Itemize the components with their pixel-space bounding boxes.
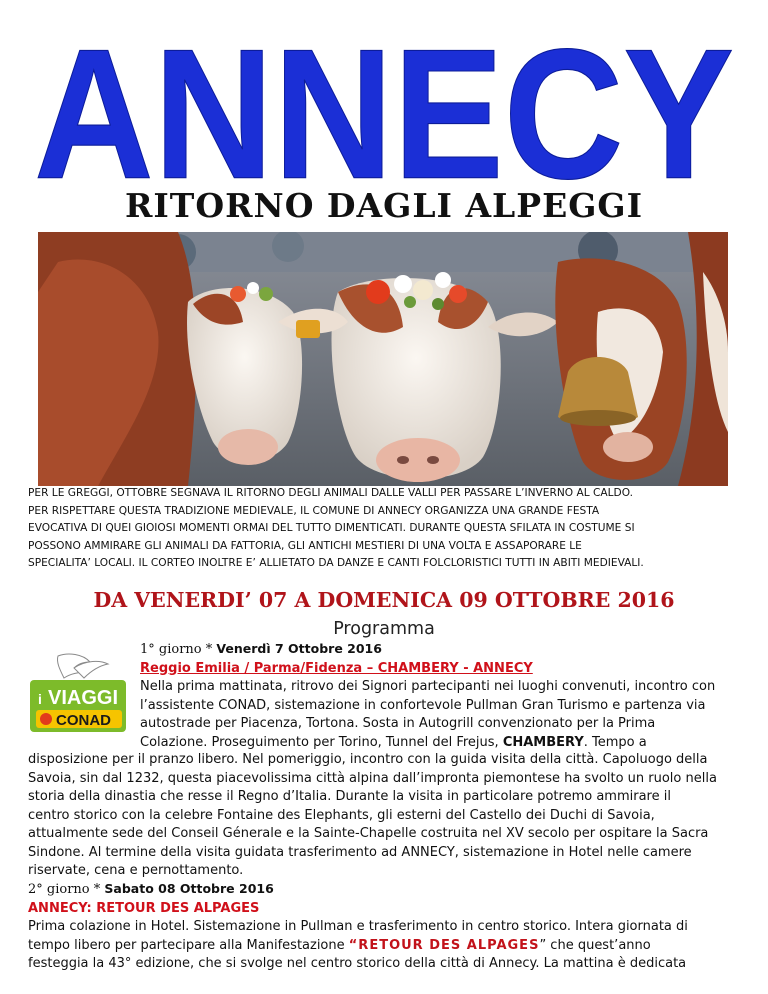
day2-label: 2° giorno * bbox=[28, 882, 101, 897]
day1-line: l’assistente CONAD, sistemazione in confortevole Pullman Gran Turismo e partenza via bbox=[140, 697, 706, 713]
intro-line: PER LE GREGGI, OTTOBRE SEGNAVA IL RITORNO DEGLI ANIMALI DALLE VALLI PER PASSARE L’INVERNO AL CALDO. bbox=[28, 487, 633, 499]
event-dates: DA VENERDI’ 07 A DOMENICA 09 OTTOBRE 2016 bbox=[93, 588, 675, 612]
intro-line: SPECIALITA’ LOCALI. IL CORTEO INOLTRE E’ ALLIETATO DA DANZE E CANTI FOLCLORISTICI TUTTI IN ABITI MEDIEVALI. bbox=[28, 557, 644, 569]
svg-text:i: i bbox=[38, 691, 42, 707]
programma-heading: Programma bbox=[333, 619, 435, 639]
day1-route: Reggio Emilia / Parma/Fidenza – CHAMBERY - ANNECY bbox=[140, 660, 533, 676]
day2-line: Prima colazione in Hotel. Sistemazione in Pullman e trasferimento in centro storico. Intera giornata di bbox=[28, 919, 688, 934]
main-title bbox=[0, 6, 768, 184]
main-title-text: ANNECY bbox=[33, 10, 735, 184]
day1-label: 1° giorno * bbox=[140, 642, 213, 657]
day1-date: Venerdì 7 Ottobre 2016 bbox=[216, 641, 382, 656]
subtitle: RITORNO DAGLI ALPEGGI bbox=[124, 186, 644, 225]
day1-line: attualmente sede del Conseil Génerale e la Sainte-Chapelle costruita nel XV secolo per ospitare la Sacra bbox=[28, 826, 709, 841]
intro-line: PER RISPETTARE QUESTA TRADIZIONE MEDIEVALE, IL COMUNE DI ANNECY ORGANIZZA UNA GRANDE FESTA bbox=[28, 504, 600, 517]
day1-block bbox=[140, 640, 746, 752]
intro-line: EVOCATIVA DI QUEI GIOIOSI MOMENTI ORMAI DEL TUTTO DIMENTICATI. DURANTE QUESTA SFILATA IN COSTUME SI bbox=[28, 522, 635, 534]
svg-text:VIAGGI: VIAGGI bbox=[48, 687, 119, 709]
day1-line: autostrade per Piacenza, Tortona. Sosta in Autogrill convenzionato per la Prima bbox=[140, 716, 656, 731]
day1-line: disposizione per il pranzo libero. Nel pomeriggio, incontro con la guida visita della città. Capoluogo della bbox=[28, 752, 708, 767]
day1-line: Savoia, sin dal 1232, questa piacevolissima città alpina dall’impronta piemontese ha svolto un ruolo nella bbox=[28, 770, 717, 786]
day2-block bbox=[28, 880, 742, 974]
day2-line: festeggia la 43° edizione, che si svolge nel centro storico della città di Annecy. La mattina è dedicata bbox=[28, 956, 687, 971]
day1-line: Sindone. Al termine della visita guidata trasferimento ad ANNECY, sistemazione in Hotel nelle camere bbox=[28, 844, 692, 860]
day1-body bbox=[28, 751, 742, 881]
day2-date: Sabato 08 Ottobre 2016 bbox=[104, 881, 274, 896]
day1-line: Nella prima mattinata, ritrovo dei Signori partecipanti nei luoghi convenuti, incontro con bbox=[140, 679, 716, 694]
day2-route: ANNECY: RETOUR DES ALPAGES bbox=[28, 900, 260, 916]
dove-icon bbox=[57, 654, 108, 678]
cows-photo bbox=[38, 232, 728, 486]
svg-text:CONAD: CONAD bbox=[56, 712, 111, 729]
day1-line: Colazione. Proseguimento per Torino, Tunnel del Frejus, CHAMBERY. Tempo a bbox=[140, 734, 647, 750]
intro-text bbox=[28, 485, 742, 573]
viaggi-conad-logo bbox=[28, 652, 128, 734]
day2-line: tempo libero per partecipare alla Manifestazione “RETOUR DES ALPAGES” che quest’anno bbox=[28, 937, 651, 953]
intro-line: POSSONO AMMIRARE GLI ANIMALI DA FATTORIA, GLI ANTICHI MESTIERI DI UNA VOLTA E ASSAPORARE LE bbox=[28, 539, 582, 552]
day1-line: storia della dinastia che resse il Regno d’Italia. Durante la visita in particolare potremo ammirare il bbox=[28, 789, 671, 804]
day1-line: centro storico con la celebre Fontaine des Elephants, gli esterni del Castello dei Duchi di Savoia, bbox=[28, 807, 655, 823]
day1-line: riservate, cena e pernottamento. bbox=[28, 863, 244, 878]
